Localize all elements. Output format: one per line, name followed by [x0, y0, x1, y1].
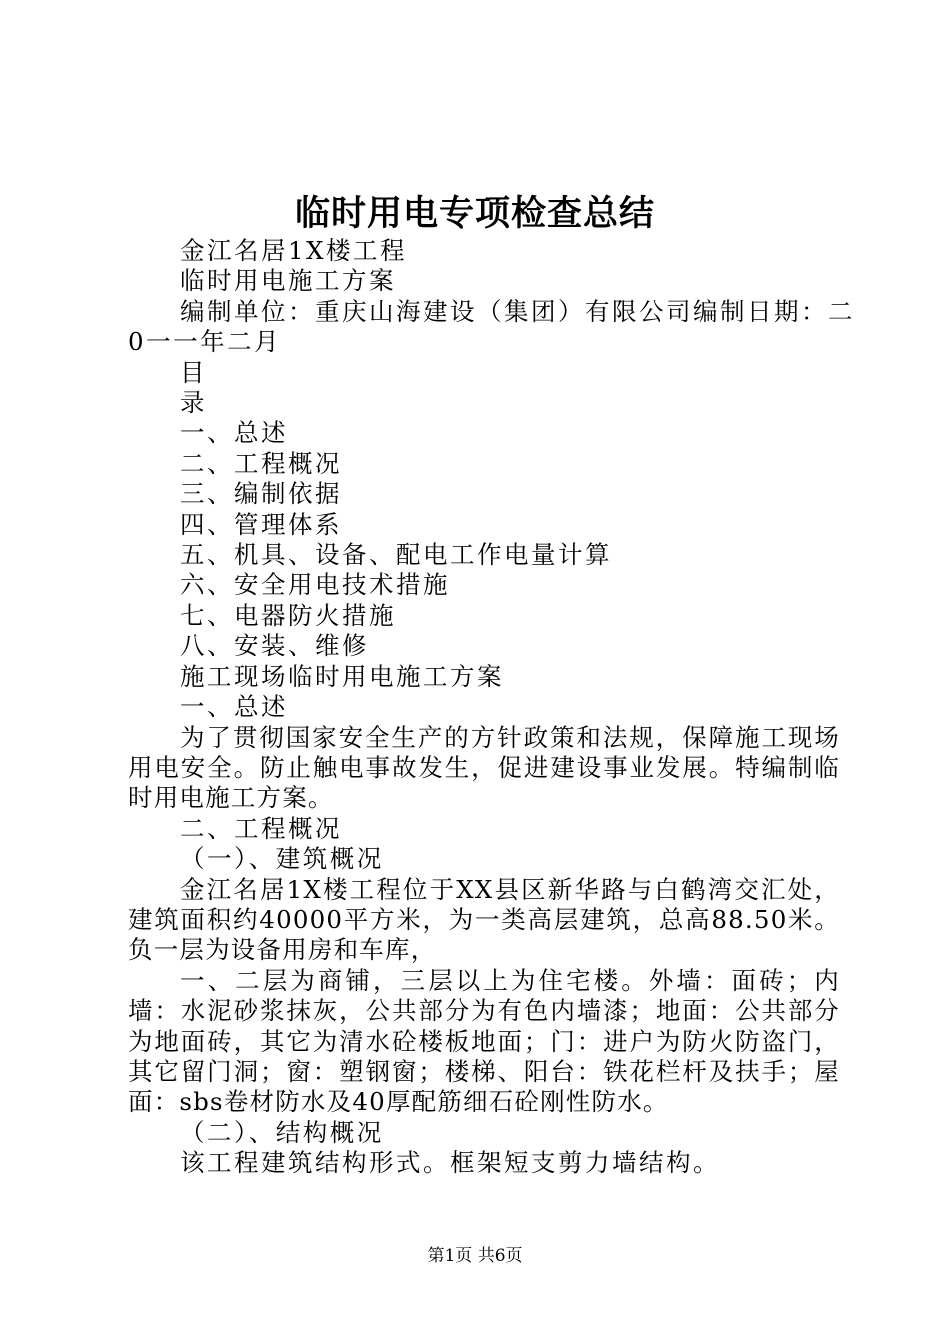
toc-item: 一、总述	[180, 418, 288, 448]
toc-item: 八、安装、维修	[180, 631, 369, 661]
section-heading: 一、总述	[180, 692, 288, 722]
paragraph: 一、二层为商铺，三层以上为住宅楼。外墙：面砖；内墙：水泥砂浆抹灰，公共部分为有色内墙漆；地面：公共部分为地面砖，其它为清水砼楼板地面；门：进户为防火防盗门，其它留门洞；窗：塑钢窗；楼梯、阳台：铁花栏杆及扶手；屋面：sbs卷材防水及40厚配筋细石砼刚性防水。	[128, 965, 840, 1117]
compile-date-line: 0一一年二月	[128, 327, 282, 357]
page-number: 第1页 共6页	[427, 1246, 523, 1266]
toc-heading-2: 录	[180, 388, 207, 418]
toc-item: 六、安全用电技术措施	[180, 570, 450, 600]
paragraph: 该工程建筑结构形式。框架短支剪力墙结构。	[180, 1148, 720, 1178]
toc-heading-1: 目	[180, 357, 207, 387]
section-heading: 二、工程概况	[180, 813, 342, 843]
document-title: 临时用电专项检查总结	[294, 193, 655, 234]
document-body	[128, 236, 855, 1179]
toc-item: 四、管理体系	[180, 509, 342, 539]
toc-item: 七、电器防火措施	[180, 600, 396, 630]
compiler-line: 编制单位：重庆山海建设（集团）有限公司编制日期：二	[180, 296, 855, 326]
toc-item: 五、机具、设备、配电工作电量计算	[180, 540, 612, 570]
section-heading: 施工现场临时用电施工方案	[180, 661, 504, 691]
toc-item: 二、工程概况	[180, 448, 342, 478]
paragraph: 金江名居1X楼工程位于XX县区新华路与白鹤湾交汇处，建筑面积约40000平方米，为一类高层建筑，总高88.50米。负一层为设备用房和车库，	[128, 874, 840, 965]
subsection-heading: （二）、结构概况	[180, 1117, 384, 1147]
plan-name: 临时用电施工方案	[180, 266, 396, 296]
project-name: 金江名居1X楼工程	[180, 236, 408, 265]
toc-item: 三、编制依据	[180, 479, 342, 509]
subsection-heading: （一）、建筑概况	[180, 844, 384, 874]
paragraph: 为了贯彻国家安全生产的方针政策和法规，保障施工现场用电安全。防止触电事故发生，促进建设事业发展。特编制临时用电施工方案。	[128, 722, 840, 813]
